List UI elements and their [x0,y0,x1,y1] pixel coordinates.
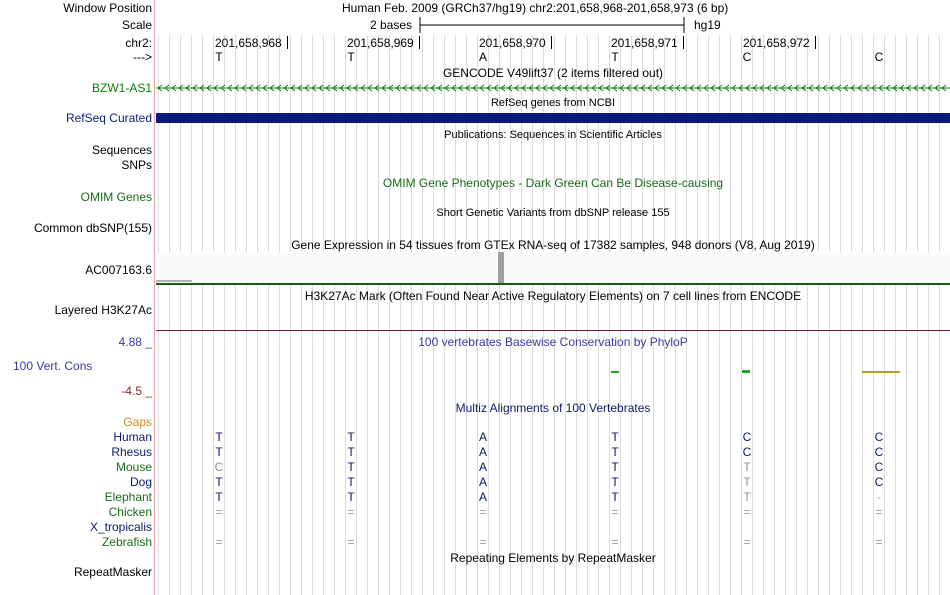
aligned-base: T [611,490,619,504]
aligned-base: T [347,475,355,489]
gtex-small-bars [156,280,192,282]
ruler-position[interactable]: 201,658,969 [347,36,414,50]
gtex-baseline [156,283,950,285]
aligned-base: = [215,505,223,519]
ruler-tick [551,36,552,49]
scale-bar [418,16,688,34]
phylop-track-title[interactable]: 100 vertebrates Basewise Conservation by PhyloP [418,335,688,349]
scale-label: Scale [121,18,152,32]
refseq-track-title[interactable]: RefSeq genes from NCBI [490,97,616,109]
scale-bases: 2 bases [370,18,413,32]
chrom-label: chr2: [125,36,152,50]
aligned-base: T [611,445,619,459]
aligned-base: T [215,445,223,459]
aligned-base: = [347,535,355,549]
aligned-base: A [478,430,487,444]
gencode-track-title[interactable]: GENCODE V49lift37 (2 items filtered out) [442,66,664,80]
ruler-position[interactable]: 201,658,972 [743,36,810,50]
phylop-min-label: -4.5 _ [121,384,152,398]
h3k27ac-label[interactable]: Layered H3K27Ac [54,303,152,317]
aligned-base: T [347,460,355,474]
aligned-base: T [215,475,223,489]
species-label[interactable]: Human [113,430,152,444]
scale-assembly: hg19 [694,18,721,32]
aligned-base: T [347,445,355,459]
aligned-base: = [479,505,487,519]
gtex-gene-label[interactable]: AC007163.6 [85,263,152,277]
aligned-base: T [743,460,751,474]
species-label[interactable]: Rhesus [111,445,152,459]
label-divider [154,0,155,595]
dbsnp-track-title[interactable]: Short Genetic Variants from dbSNP release 155 [436,207,670,219]
aligned-base: C [874,445,884,459]
gtex-expression-bar[interactable] [498,252,504,283]
aligned-base: C [874,475,884,489]
h3k27ac-baseline [156,330,950,331]
aligned-base: A [478,475,487,489]
aligned-base: = [611,505,619,519]
omim-track-title[interactable]: OMIM Gene Phenotypes - Dark Green Can Be Disease-causing [382,176,724,190]
reference-base: C [874,50,884,64]
publications-track-title[interactable]: Publications: Sequences in Scientific Articles [444,129,662,141]
aligned-base: = [347,505,355,519]
reference-base: A [478,50,487,64]
publications-sequences-label[interactable]: Sequences [91,143,152,157]
aligned-base: T [215,430,223,444]
ruler-tick [287,36,288,49]
window-position-label: Window Position [63,1,152,15]
repeatmasker-track-title[interactable]: Repeating Elements by RepeatMasker [450,551,656,565]
ruler-tick [815,36,816,49]
species-label[interactable]: Chicken [108,505,152,519]
gtex-track-title[interactable]: Gene Expression in 54 tissues from GTEx RNA-seq of 17382 samples, 948 donors (V8, Aug 2019) [291,238,815,252]
aligned-base: = [875,535,883,549]
window-position-value[interactable]: Human Feb. 2009 (GRCh37/hg19) chr2:201,658,968-201,658,973 (6 bp) [342,1,729,15]
aligned-base: T [215,490,223,504]
species-label[interactable]: Mouse [115,460,152,474]
ruler-tick [683,36,684,49]
reference-base: T [215,50,223,64]
refseq-gene-bar[interactable] [156,113,950,123]
aligned-base: A [478,490,487,504]
aligned-base: A [478,460,487,474]
aligned-base: T [347,490,355,504]
reference-base: T [347,50,355,64]
dbsnp-label[interactable]: Common dbSNP(155) [33,221,152,235]
gtex-track-area[interactable] [156,252,950,283]
gencode-gene-track[interactable] [156,82,950,94]
phylop-label[interactable]: 100 Vert. Cons [13,359,93,373]
reference-base: C [742,50,752,64]
multiz-gaps-label: Gaps [123,415,152,429]
aligned-base: = [743,535,751,549]
gencode-gene-label[interactable]: BZW1-AS1 [91,81,152,95]
publications-snps-label[interactable]: SNPs [121,158,152,172]
species-label[interactable]: Zebrafish [101,535,152,549]
aligned-base: T [611,475,619,489]
aligned-base: T [611,430,619,444]
aligned-base: C [742,445,752,459]
aligned-base: A [478,445,487,459]
aligned-base: = [215,535,223,549]
ruler-position[interactable]: 201,658,971 [611,36,678,50]
ruler-position[interactable]: 201,658,970 [479,36,546,50]
aligned-base: T [743,490,751,504]
phylop-plot[interactable] [156,368,950,376]
refseq-label[interactable]: RefSeq Curated [65,111,152,125]
ruler-position[interactable]: 201,658,968 [215,36,282,50]
multiz-track-title[interactable]: Multiz Alignments of 100 Vertebrates [455,401,651,415]
aligned-base: T [743,475,751,489]
species-label[interactable]: Elephant [104,490,152,504]
species-label[interactable]: X_tropicalis [89,520,152,534]
aligned-base: = [875,505,883,519]
aligned-base: T [611,460,619,474]
phylop-max-label: 4.88 _ [118,335,152,349]
aligned-base: C [874,430,884,444]
aligned-base: = [743,505,751,519]
repeatmasker-label[interactable]: RepeatMasker [73,565,152,579]
aligned-base: C [874,460,884,474]
aligned-base: = [611,535,619,549]
aligned-base: - [877,490,881,504]
aligned-base: T [347,430,355,444]
species-label[interactable]: Dog [129,475,152,489]
aligned-base: C [742,430,752,444]
aligned-base: C [214,460,224,474]
aligned-base: = [479,535,487,549]
ruler-tick [419,36,420,49]
omim-label[interactable]: OMIM Genes [80,190,152,204]
h3k27ac-track-title[interactable]: H3K27Ac Mark (Often Found Near Active Regulatory Elements) on 7 cell lines from ENCODE [304,289,802,303]
strand-label: ---> [133,50,152,64]
reference-base: T [611,50,619,64]
